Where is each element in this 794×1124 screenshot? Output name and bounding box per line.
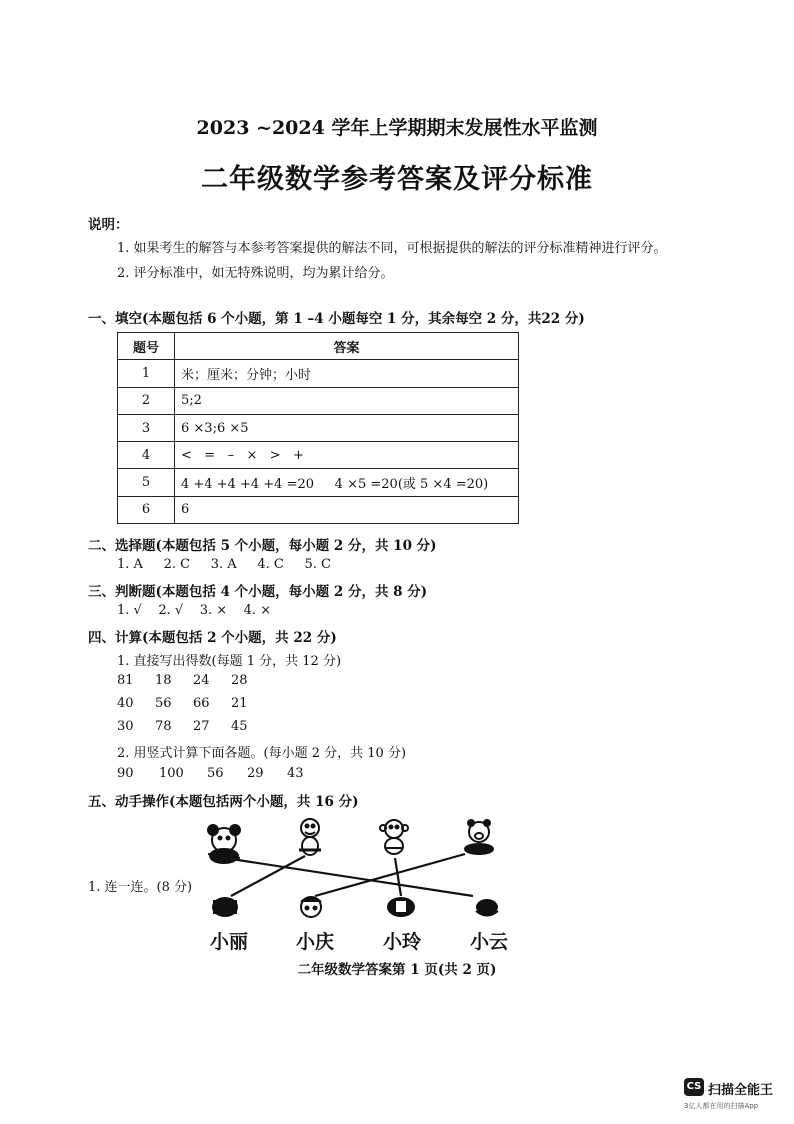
names-row bbox=[0, 927, 794, 951]
calc-result: 43 bbox=[287, 766, 304, 781]
table-row bbox=[118, 414, 519, 441]
camscanner-logo-icon: CS bbox=[684, 1078, 704, 1096]
child-icon bbox=[387, 897, 415, 917]
section2-answers: 1. A 2. C 3. A 4. C 5. C bbox=[117, 557, 331, 572]
section3-heading: 三、判断题(本题包括 4 个小题，每小题 2 分，共 8 分) bbox=[88, 584, 428, 600]
section5-heading: 五、动手操作(本题包括两个小题，共 16 分) bbox=[88, 794, 359, 810]
child-icon bbox=[212, 897, 238, 917]
pig-icon bbox=[465, 820, 493, 854]
name-label: 小庆 bbox=[296, 931, 335, 953]
calc-result: 21 bbox=[231, 696, 248, 711]
calc-result: 28 bbox=[231, 673, 248, 688]
calc-result: 30 bbox=[117, 719, 134, 734]
note-item-2: 2. 评分标准中，如无特殊说明，均为累计给分。 bbox=[117, 266, 394, 281]
watermark-app-name: 扫描全能王 bbox=[708, 1083, 774, 1098]
note-item-1: 1. 如果考生的解答与本参考答案提供的解法不同，可根据提供的解法的评分标准精神进行评分。 bbox=[117, 241, 667, 256]
watermark-tagline: 3亿人都在用的扫描App bbox=[684, 1102, 759, 1110]
calc-result: 18 bbox=[155, 673, 172, 688]
section4-sub2: 2. 用竖式计算下面各题。(每小题 2 分，共 10 分) bbox=[117, 746, 407, 761]
calc-result: 45 bbox=[231, 719, 248, 734]
row-answer: 6 bbox=[175, 496, 519, 523]
table-row bbox=[118, 496, 519, 523]
matching-lines bbox=[225, 854, 473, 896]
calc-result: 100 bbox=[159, 766, 184, 781]
name-label: 小玲 bbox=[383, 931, 422, 953]
exam-subtitle: 2023 ~2024 学年上学期期末发展性水平监测 bbox=[196, 117, 598, 139]
row-number: 2 bbox=[118, 387, 175, 414]
bear-icon bbox=[208, 825, 240, 863]
calc-result: 24 bbox=[193, 673, 210, 688]
table-header-number: 题号 bbox=[118, 333, 175, 360]
row-number: 3 bbox=[118, 414, 175, 441]
row-number: 4 bbox=[118, 442, 175, 469]
row-number: 1 bbox=[118, 360, 175, 387]
page-title: 二年级数学参考答案及评分标准 bbox=[201, 164, 593, 195]
row-number: 6 bbox=[118, 496, 175, 523]
calc-result: 81 bbox=[117, 673, 134, 688]
table-header-answer: 答案 bbox=[175, 333, 519, 360]
calc-result: 27 bbox=[193, 719, 210, 734]
calc-result: 29 bbox=[247, 766, 264, 781]
calc-row-2 bbox=[117, 696, 269, 711]
section2-heading: 二、选择题(本题包括 5 个小题，每小题 2 分，共 10 分) bbox=[88, 538, 437, 554]
vertical-calc-row bbox=[117, 766, 325, 781]
row-answer: 5;2 bbox=[175, 387, 519, 414]
monkey-icon bbox=[380, 820, 408, 854]
row-answer: 米；厘米；分钟；小时 bbox=[175, 360, 519, 387]
answer-table bbox=[117, 332, 519, 524]
name-label: 小云 bbox=[470, 931, 509, 953]
notes-label: 说明： bbox=[88, 217, 129, 233]
row-answer: 6 ×3;6 ×5 bbox=[175, 414, 519, 441]
calc-row-1 bbox=[117, 673, 269, 688]
table-row bbox=[118, 469, 519, 496]
section1-heading: 一、填空(本题包括 6 个小题，第 1 –4 小题每空 1 分，其余每空 2 分，共22 分) bbox=[88, 311, 585, 327]
calc-result: 56 bbox=[155, 696, 172, 711]
page-footer: 二年级数学答案第 1 页(共 2 页) bbox=[297, 962, 497, 978]
duck-icon bbox=[299, 819, 321, 855]
row-answer: < = – × > + bbox=[175, 442, 519, 469]
calc-result: 40 bbox=[117, 696, 134, 711]
child-icon bbox=[301, 897, 321, 917]
section5-q1: 1. 连一连。(8 分) bbox=[88, 880, 193, 895]
section4-sub1: 1. 直接写出得数(每题 1 分，共 12 分) bbox=[117, 654, 342, 669]
name-label: 小丽 bbox=[210, 931, 249, 953]
calc-result: 56 bbox=[207, 766, 224, 781]
child-icon bbox=[476, 899, 498, 916]
calc-result: 78 bbox=[155, 719, 172, 734]
calc-result: 66 bbox=[193, 696, 210, 711]
calc-row-3 bbox=[117, 719, 269, 734]
row-answer: 4 +4 +4 +4 +4 =20 4 ×5 =20(或 5 ×4 =20) bbox=[175, 469, 519, 496]
table-row bbox=[118, 360, 519, 387]
table-row bbox=[118, 442, 519, 469]
table-row bbox=[118, 387, 519, 414]
table-header-row bbox=[118, 333, 519, 360]
row-number: 5 bbox=[118, 469, 175, 496]
section4-heading: 四、计算(本题包括 2 个小题，共 22 分) bbox=[88, 630, 337, 646]
calc-result: 90 bbox=[117, 766, 134, 781]
matching-illustration bbox=[195, 812, 515, 927]
section3-answers: 1. √ 2. √ 3. × 4. × bbox=[117, 603, 272, 618]
